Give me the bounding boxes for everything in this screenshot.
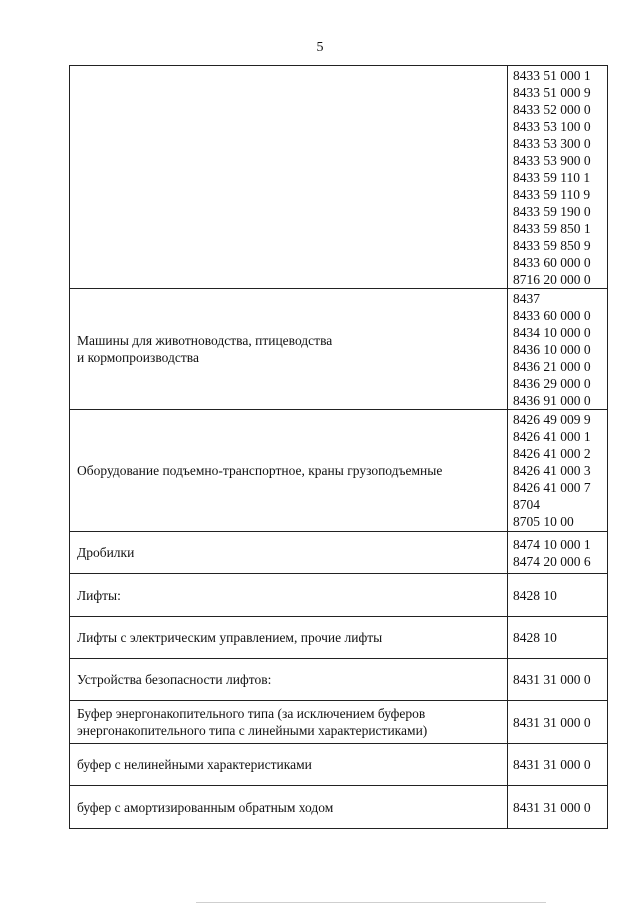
product-name-line: Дробилки — [77, 545, 135, 560]
tn-ved-code: 8474 10 000 1 — [513, 536, 591, 552]
table-row — [70, 786, 608, 829]
tn-ved-code-cell — [508, 786, 608, 829]
table-row — [70, 289, 608, 410]
table-row — [70, 66, 608, 289]
tn-ved-code: 8433 53 100 0 — [513, 118, 591, 134]
tn-ved-code: 8434 10 000 0 — [513, 324, 591, 340]
tn-ved-code-cell — [508, 744, 608, 786]
table-row — [70, 532, 608, 574]
tn-ved-code-cell — [508, 701, 608, 744]
tn-ved-code: 8431 31 000 0 — [513, 757, 591, 772]
product-name-line: буфер с амортизированным обратным ходом — [77, 799, 334, 815]
tn-ved-code: 8433 52 000 0 — [513, 101, 591, 117]
tn-ved-code: 8433 59 110 9 — [513, 186, 591, 202]
product-name-line: Буфер энергонакопительного типа (за исключением буферов — [77, 706, 426, 721]
tn-ved-code: 8433 59 850 9 — [513, 237, 591, 253]
product-name-line: Машины для животноводства, птицеводства — [77, 333, 333, 348]
tn-ved-code: 8426 41 000 2 — [513, 446, 591, 461]
tn-ved-code-cell — [508, 659, 608, 701]
tn-ved-code-cell — [508, 410, 608, 532]
tn-ved-code-cell — [508, 66, 608, 289]
tn-ved-code: 8433 59 110 1 — [513, 169, 591, 185]
product-name-cell — [70, 410, 508, 532]
tn-ved-code: 8433 59 190 0 — [513, 203, 591, 219]
table-body — [70, 66, 608, 829]
table-row — [70, 659, 608, 701]
tn-ved-code: 8426 49 009 9 — [513, 412, 591, 427]
tn-ved-code: 8433 60 000 0 — [513, 254, 591, 270]
product-name-cell — [70, 659, 508, 701]
product-name-line: Оборудование подъемно-транспортное, краны грузоподъемные — [77, 463, 443, 478]
product-name-cell — [70, 786, 508, 829]
tn-ved-code: 8436 91 000 0 — [513, 392, 591, 408]
tn-ved-code-cell — [508, 617, 608, 659]
product-name-cell — [70, 574, 508, 617]
table-row — [70, 617, 608, 659]
table-row — [70, 701, 608, 744]
tn-ved-code: 8705 10 00 — [513, 514, 574, 529]
product-name-cell — [70, 617, 508, 659]
product-name-cell — [70, 66, 508, 289]
tn-ved-code: 8433 51 000 9 — [513, 84, 591, 100]
product-name-line: буфер с нелинейными характеристиками — [77, 757, 312, 772]
product-name-cell — [70, 701, 508, 744]
page-number: 5 — [316, 40, 324, 55]
product-codes-table — [69, 65, 608, 829]
table-row — [70, 410, 608, 532]
product-name-line: Лифты с электрическим управлением, прочие лифты — [77, 630, 383, 645]
tn-ved-code: 8704 — [513, 497, 540, 512]
tn-ved-code: 8433 53 300 0 — [513, 135, 591, 151]
product-name-cell — [70, 289, 508, 410]
tn-ved-code: 8426 41 000 7 — [513, 480, 591, 495]
product-name-line: Устройства безопасности лифтов: — [77, 672, 272, 687]
product-name-cell — [70, 744, 508, 786]
tn-ved-code: 8716 20 000 0 — [513, 271, 591, 287]
tn-ved-code: 8428 10 — [513, 630, 557, 645]
tn-ved-code: 8436 21 000 0 — [513, 358, 591, 374]
tn-ved-code: 8474 20 000 6 — [513, 553, 591, 569]
tn-ved-code: 8433 53 900 0 — [513, 152, 591, 168]
tn-ved-code: 8426 41 000 3 — [513, 463, 591, 478]
tn-ved-code-cell — [508, 289, 608, 410]
table-row — [70, 744, 608, 786]
product-name-cell — [70, 532, 508, 574]
tn-ved-code: 8428 10 — [513, 587, 557, 603]
tn-ved-code: 8426 41 000 1 — [513, 429, 591, 444]
tn-ved-code-cell — [508, 532, 608, 574]
tn-ved-code: 8436 29 000 0 — [513, 375, 591, 391]
tn-ved-code-cell — [508, 574, 608, 617]
tn-ved-code: 8433 60 000 0 — [513, 307, 591, 323]
product-name-line: и кормопроизводства — [77, 350, 199, 365]
tn-ved-code: 8436 10 000 0 — [513, 341, 591, 357]
tn-ved-code: 8431 31 000 0 — [513, 672, 591, 687]
tn-ved-code: 8437 — [513, 290, 540, 306]
table-row — [70, 574, 608, 617]
product-name-line: Лифты: — [77, 587, 121, 603]
scan-edge-line — [196, 902, 546, 903]
product-name-line: энергонакопительного типа с линейными характеристиками) — [77, 723, 428, 738]
tn-ved-code: 8431 31 000 0 — [513, 714, 591, 730]
tn-ved-code: 8433 59 850 1 — [513, 220, 591, 236]
tn-ved-code: 8431 31 000 0 — [513, 799, 591, 815]
tn-ved-code: 8433 51 000 1 — [513, 67, 591, 83]
